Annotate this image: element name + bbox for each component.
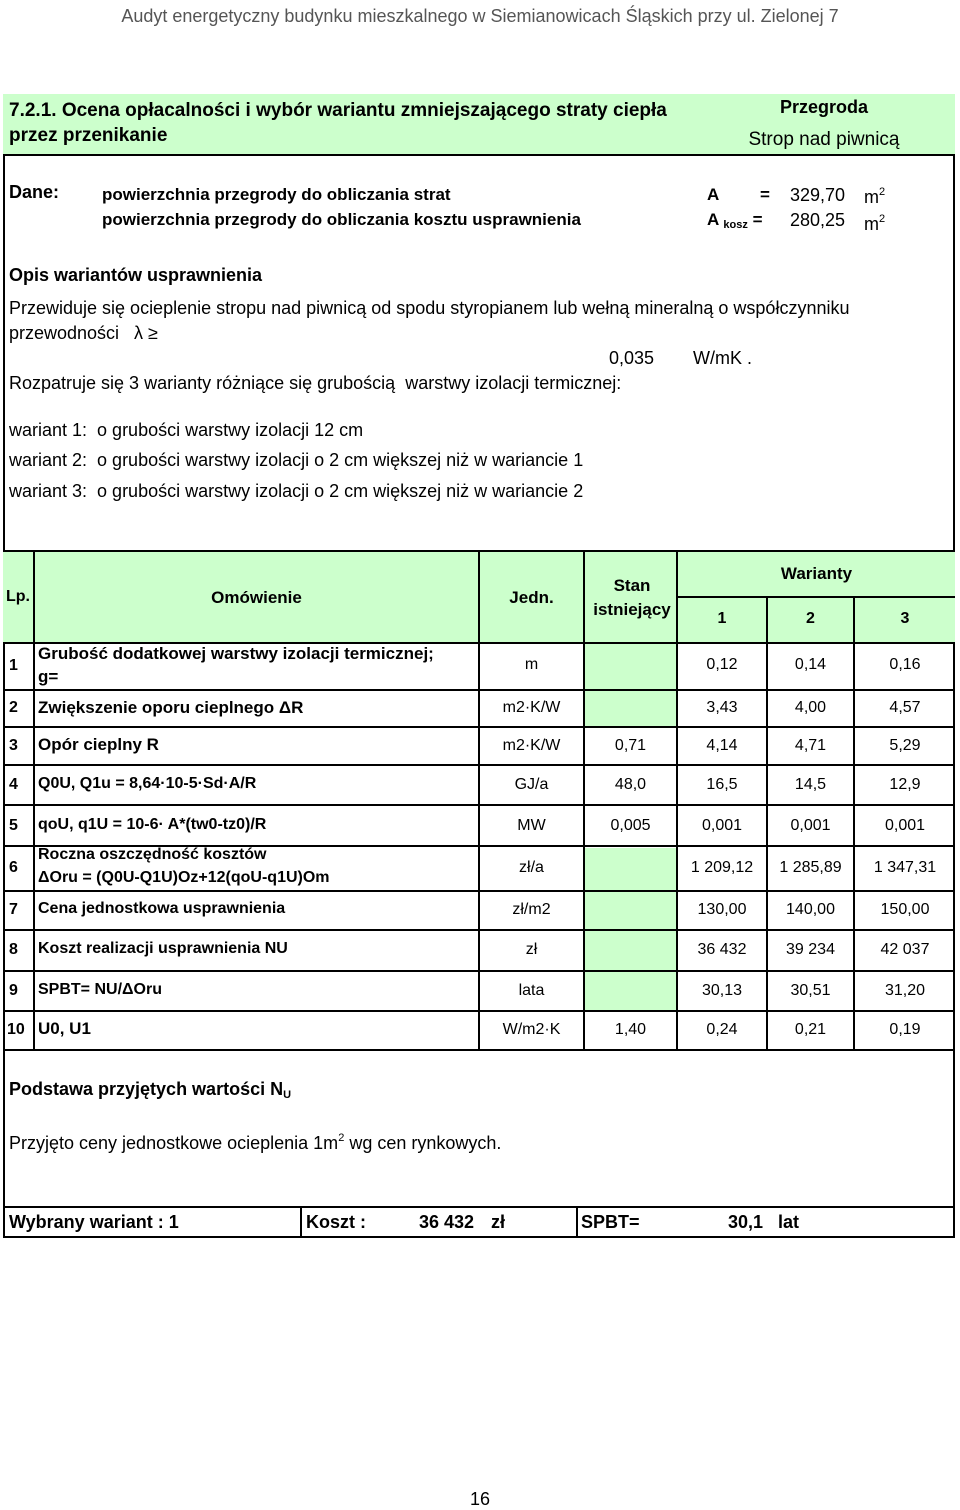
dane-row1-sym: A bbox=[707, 185, 720, 204]
variant-3: wariant 3: o grubości warstwy izolacji o 2 cm większej niż w wariancie 2 bbox=[9, 481, 584, 501]
row-v2: 0,21 bbox=[794, 1021, 827, 1038]
summary-koszt-value: 36 432 bbox=[419, 1212, 475, 1232]
dane-row2-desc: powierzchnia przegrody do obliczania kosztu usprawnienia bbox=[102, 210, 581, 229]
th-omowienie: Omówienie bbox=[211, 588, 302, 607]
page-number: 16 bbox=[469, 1489, 491, 1509]
variant-2: wariant 2: o grubości warstwy izolacji o 2 cm większej niż w wariancie 1 bbox=[9, 450, 584, 470]
section-title: 7.2.1. Ocena opłacalności i wybór wariantu zmniejszającego straty ciepła przez przenikanie bbox=[9, 100, 667, 146]
row-v2: 30,51 bbox=[790, 982, 831, 999]
row-v2: 4,71 bbox=[794, 737, 827, 754]
th-w3: 3 bbox=[900, 610, 910, 627]
row-lp: 7 bbox=[9, 901, 18, 918]
row-v1: 0,12 bbox=[706, 656, 738, 673]
opis-line2: przewodności λ ≥ bbox=[9, 323, 158, 343]
th-w1: 1 bbox=[717, 610, 727, 627]
row-unit: m2·K/W bbox=[502, 737, 561, 754]
row-v1: 4,14 bbox=[706, 737, 738, 754]
row-v3: 0,001 bbox=[884, 817, 926, 834]
row-v3: 4,57 bbox=[889, 699, 921, 716]
th-warianty: Warianty bbox=[780, 564, 853, 583]
summary-koszt-unit: zł bbox=[491, 1212, 506, 1232]
row-v2: 39 234 bbox=[786, 941, 835, 958]
row-v3: 1 347,31 bbox=[873, 859, 937, 876]
row-v3: 5,29 bbox=[889, 737, 921, 754]
row-v3: 12,9 bbox=[889, 776, 921, 793]
row-v1: 1 209,12 bbox=[690, 859, 754, 876]
dane-label: Dane: bbox=[9, 182, 60, 202]
row-v2: 140,00 bbox=[786, 901, 835, 918]
summary-spbt-label: SPBT= bbox=[581, 1212, 640, 1232]
row-unit: zł bbox=[525, 941, 538, 958]
row-lp: 5 bbox=[9, 817, 18, 834]
row-desc: SPBT= NU/ΔOru bbox=[38, 981, 162, 998]
podstawa-text: Przyjęto ceny jednostkowe ocieplenia $1m^2$ wg cen rynkowych. bbox=[9, 1132, 502, 1153]
page-header: Audyt energetyczny budynku mieszkalnego w Siemianowicach Śląskich przy ul. Zielonej 7 bbox=[121, 6, 839, 26]
row-v1: 30,13 bbox=[701, 982, 743, 999]
row-v3: 31,20 bbox=[884, 982, 926, 999]
row-v3: 0,16 bbox=[889, 656, 921, 673]
row-v1: 130,00 bbox=[697, 901, 747, 918]
summary-koszt-label: Koszt : bbox=[306, 1212, 366, 1232]
summary-spbt-unit: lat bbox=[778, 1212, 800, 1232]
th-lp: Lp. bbox=[6, 588, 30, 605]
row-v1: 36 432 bbox=[697, 941, 747, 958]
przegroda-label: Przegroda bbox=[779, 97, 869, 117]
row-lp: 6 bbox=[9, 859, 18, 876]
row-desc: Grubość dodatkowej warstwy izolacji termicznej; bbox=[38, 644, 434, 663]
row-unit: lata bbox=[518, 982, 545, 999]
row-lp: 3 bbox=[9, 737, 18, 754]
row-desc: Zwiększenie oporu cieplnego ΔR bbox=[38, 698, 304, 717]
row-v1: 0,24 bbox=[706, 1021, 738, 1038]
row-stan: 1,40 bbox=[614, 1021, 647, 1038]
dane-row2-unit: $m^2$ bbox=[864, 213, 886, 234]
row-lp: 9 bbox=[9, 982, 18, 999]
row-desc: Opór cieplny R bbox=[38, 735, 159, 754]
row-v2: 1 285,89 bbox=[779, 859, 842, 876]
row-lp: 1 bbox=[9, 657, 18, 674]
opis-line1: Przewiduje się ocieplenie stropu nad piwnicą od spodu styropianem lub wełną mineralną o współczynniku bbox=[9, 298, 850, 318]
row-v1: 0,001 bbox=[701, 817, 743, 834]
row-v2: 14,5 bbox=[794, 776, 827, 793]
row-stan: 48,0 bbox=[614, 776, 647, 793]
row-lp: 8 bbox=[9, 941, 18, 958]
row-unit: zł/a bbox=[519, 859, 544, 876]
row-desc: Q0U, Q1u = 8,64·10-5·Sd·A/R bbox=[38, 775, 257, 792]
opis-line3: Rozpatruje się 3 warianty różniące się grubością warstwy izolacji termicznej: bbox=[9, 373, 622, 393]
dane-row1-value: 329,70 bbox=[790, 185, 846, 205]
opis-heading: Opis wariantów usprawnienia bbox=[9, 265, 263, 285]
summary-wybrany: Wybrany wariant : 1 bbox=[9, 1212, 179, 1232]
row-v2: 0,001 bbox=[790, 817, 831, 834]
przegroda-name: Strop nad piwnicą bbox=[748, 129, 900, 150]
stan-empty-1 bbox=[583, 642, 676, 726]
row-stan: 0,71 bbox=[614, 737, 647, 754]
summary-spbt-value: 30,1 bbox=[728, 1212, 764, 1232]
row-unit: W/m2·K bbox=[502, 1021, 561, 1038]
row-v3: 150,00 bbox=[880, 901, 930, 918]
dane-row1-unit: $m^2$ bbox=[864, 186, 886, 207]
row-desc: Cena jednostkowa usprawnienia bbox=[38, 900, 286, 917]
row-lp: 10 bbox=[7, 1021, 25, 1038]
lambda-unit: W/mK . bbox=[693, 348, 752, 368]
variant-1: wariant 1: o grubości warstwy izolacji 12 cm bbox=[9, 420, 364, 440]
row-unit: zł/m2 bbox=[512, 901, 551, 918]
lambda-value: 0,035 bbox=[609, 348, 655, 368]
dane-row2-sym: A kosz = bbox=[707, 210, 763, 231]
th-w2: 2 bbox=[806, 610, 815, 627]
row-desc2: ΔOru = (Q0U-Q1U)Oz+12(qoU-q1U)Om bbox=[38, 869, 330, 886]
th-jedn: Jedn. bbox=[509, 588, 554, 607]
row-v2: 4,00 bbox=[794, 699, 827, 716]
dane-row2-value: 280,25 bbox=[790, 210, 846, 230]
podstawa-heading: Podstawa przyjętych wartości NU bbox=[9, 1079, 292, 1101]
row-v2: 0,14 bbox=[794, 656, 827, 673]
row-v1: 16,5 bbox=[706, 776, 738, 793]
row-desc2: g= bbox=[38, 667, 59, 686]
row-desc: U0, U1 bbox=[38, 1019, 91, 1038]
row-lp: 4 bbox=[9, 776, 18, 793]
dane-row1-desc: powierzchnia przegrody do obliczania strat bbox=[102, 185, 451, 204]
row-desc: Roczna oszczędność kosztów bbox=[38, 846, 267, 863]
row-stan: 0,005 bbox=[610, 817, 651, 834]
th-stan: Stan istniejący bbox=[593, 576, 671, 619]
row-unit: GJ/a bbox=[514, 776, 549, 793]
row-v3: 42 037 bbox=[880, 941, 930, 958]
row-unit: m2·K/W bbox=[502, 699, 561, 716]
row-lp: 2 bbox=[9, 699, 18, 716]
row-desc: Koszt realizacji usprawnienia NU bbox=[38, 940, 288, 957]
dane-row1-eq: = bbox=[760, 185, 770, 204]
row-v1: 3,43 bbox=[706, 699, 738, 716]
row-v3: 0,19 bbox=[889, 1021, 921, 1038]
row-desc: qoU, q1U = 10-6· A*(tw0-tz0)/R bbox=[38, 816, 267, 833]
row-unit: MW bbox=[517, 817, 546, 834]
row-unit: m bbox=[524, 656, 539, 673]
